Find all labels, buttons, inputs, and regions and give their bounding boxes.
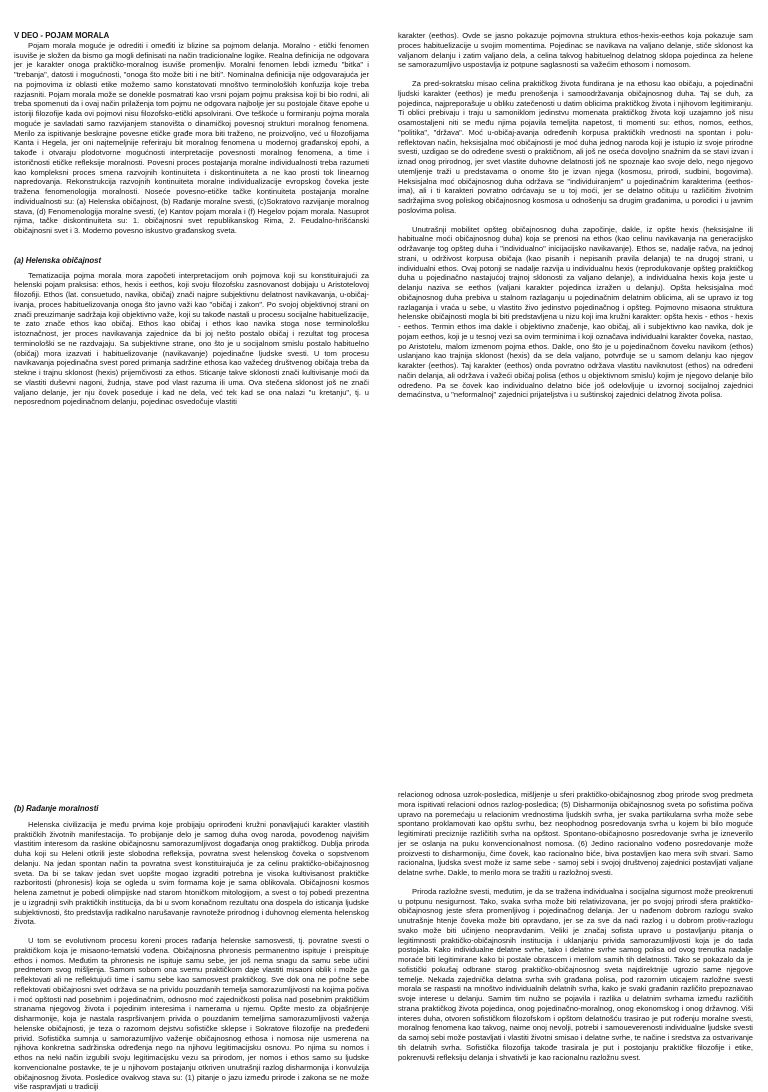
body-paragraph: karakter (eethos). Ovde se jasno pokazuje pojmovna struktura ethos-hexis-eethos koja pokazuje sam proces habituelizacije u svojim momentima. Pojedinac se navikava na valjano delanje, stiče sklonost ka valjanom delanju i zatim valjano dela, a celina takvog habituelnog delatnog sklopa pojedinca za helene se samorazumljivo uspostavlja iz potpune saglasnosti sa važećim ethosom i nomosom. xyxy=(398,31,753,70)
subheading-radjanje: (b) Rađanje moralnosti xyxy=(14,804,99,813)
column-top-right xyxy=(398,31,753,576)
subheading-helenska: (a) Helenska običajnost xyxy=(14,255,102,265)
section-title: V DEO - POJAM MORALA xyxy=(14,31,110,40)
column-top-left xyxy=(14,31,369,407)
body-paragraph: Helenska civilizacija je među prvima koje probijaju oprirođeni kružni ponavljajući karakter vlastitih praktičkih životnih manifestacija. To probijanje delo je samog duha ovog naroda, povođenog najvišim vlastitim interesom da raskine običajnosnu samorazumljivost događanja onog praktičkog. Dubljа priroda duha koji su Heleni otkrili jeste slobodna refleksija, povratna svest helenskog čoveka o sopstvenom delanju. Na jedan spontan način ta povratna svest konstituirajuća je za celinu praktičko-običajnosnog sveta. Da bi se takav jedan svet uopšte mogao izgraditi potrebna je visoka kultivisanost praktičke razboritosti (phronesis) koja se ogleda u svim formama koje je sama oblikovala. Običajnosni kosmos helena zametnut je pobedi olimpijske nad starom htoničkom mitologijom, a svest o toj pobedi prezentna je u izgradnji svih praktičkih institucija, da bi u svom konačnom rezultatu ona dospela do isticanja ljudske subjektivnosti, što predstavlja radikalno narušavanje ravnoteže prirodnog i duhovnog elementa helenskog života. xyxy=(14,819,369,927)
column-bottom-left xyxy=(14,804,369,1092)
body-paragraph: relacionog odnosa uzrok-posledica, mišljenje u sferi praktičko-običajnosnog zbog prirode svog predmeta mora ispitivati relacioni odnos razlog-posledica; (5) Disharmonija običajnosnog sveta po sofistima počiva upravo na poremećaju u relacionim vrednostima ljudskih svrha, jer svaka partikularna svrha može sebe spontano proklamovati kao opštu svrhu, bez neophodnog posredovanja svrha u kojem bi bilo moguće legitimirati preciznije različitih svrha na opštost. Spontano-običajnosno posredovanje svrha je izneverilo jer se oslanja na puku konvencionalnost nomosa. (6) Jedino racionalno vođeno posredovanje može proizvesti to disharmoniju, čime čovek, kao racionalno biće, biva postavljen kao mera svih stvari. Samo racionalna, ljudska svest može iz same sebe - samoj sebi i svojoj društvenoj zajednici postavljati valjane delatne svrhe. Dakle, to merilo mora se tražiti u razložnoj svesti. xyxy=(398,790,753,877)
body-paragraph: Unutrašnji mobilitet opšteg običajnosnog duha započinje, dakle, iz opšte hexis (heksisjalne ili habitualne moći običajnosnog duha) koja se prenosi na ethos (kao celinu navikavanja na generacijsko održavanje tog opšteg duha i "individualno" inicijacijsko navikavanje). Ethos se, nadalje račva, na jednoj strani, u održivost korpusa običaja (kao pisanih i nepisanih pravila delanja) te na drugoj strani, u individualni ethos. Ovaj potonji se nadalje razvija u individualnu hexis (reprodukovanje opšteg praktičkog duha u pojedinačno nastajućoj trajnoj sklonosti za valjano delanje), a individualna hexis koja jeste u delanju naziva se eethos (valjani karakter pojedinca izražen u delanju). Opšta heksisjalna moć običajnosnog duha prebiva u stalnom razlaganju u pojedinačnim delatnim oblicima, ali se upravo iz tog razlaganja i vraća u sebe, u vlastito živo jedinstvo pojedinačnog i opšteg. Pojmovno misaona struktura helenske običajnosti mogla bi biti predstavljena u nizu koji ima kružni karakter: opšta hexis - ethos - hexis - eethos. Termin ethos ima dakle i objektivno značenje, kao običaj, ali i subjektivno kao navika, dok je pojam eethos, koji je u tesnoj vezi sa ovim terminima i koji označava individualni karakter čoveka, nastao, po Aristotelu, malom izmenom pojma ethos. Dakle, ono što je u pojedinačnom čoveku navikom (ethos) uslanjano kao trajnija sklonost (hexis) da se dela valjano, potvrđuje se u samom delanju kao njegov karakter (eethos). Taj karakter (eethos) onda povratno održava vlastitu naviknutost (ethos) na određeni način delanja, ali održava i važeći običaj polisa (ethos u objektivnom smislu) kojim je njegovo delanje bilo određeno. Pa se čovek kao individualno delatno biće još odelovljuje u izvornoj socijalnoj zajednici demaćinstva, u "neformalnoj" zajednici prijateljstva i u suštinskoj zajednici delatnog života polisa. xyxy=(398,224,753,400)
body-paragraph: Priroda razložne svesti, međutim, je da se tražena individualna i socijalna sigurnost može preokrenuti u potpunu nesigurnost. Tako, svaka svrha može biti relativizovana, jer po svojoj prirodi sfera praktičko-običajnosnog jeste sfera promenljivog i pojedinačnog delanja. Jer u nađenom dobrom razlogu svako unutrašnje htenje čoveka može biti opravdano, jer se za sve da naći razlog i u dobrom protiv-razlogu svako može biti učinjeno neopravdanim. Veliki je značaj sofista upravo u postavljanju pitanja o legitimnosti praktičko-običajnosnih institucija i uklanjanju privida samorazumljivosti koja je do tada postojala. Kako individualne delatne svrhe, tako i delatne svrhe samog polisa od ovog trenutka nadalje moraće biti legitimirane kako bi postale obrascem i merilom samih tih delatnosti. Tako se pokazalo da je sofistički pokušaj odbrane starog praktičko-običajnosnog sveta najdirektnije ugrozio same njegove temelje. Nekada zajednička delatna svrha svih građana polisa, pod razornim uticajem razložne svesti morala se raspasti na mnoštvo individualnih delatnih svrha, kako je svaki građanin različito prepoznavao svoje interese u delanju. Samim tim nužno se pojavila i razlika u delatnim svrhama između različitih strana praktičkog života pojedinca, onog pojedinačno-moralnog, onog ekonomskog i onog državnog. Viši interes duha, otvoren sofističkom filozofskom i opštom delatnošću trasirao je put rođenju moralne svesti, moralnog fenomena kao takvog, naime onoj nevolji, potrebi i samoueverenosti individualne ljudske svesti da samoj sebi može postavljati i vlastiti životni smisao i delatne svrhe, te načine i sredstva za ostvarivanje tih delatnih svrha. Sofistička filozofija takođe trasirala je put i postojanju praktičke filozofije i etike, pokrenuvši refleksiju delanja i shvativši je kao racionalnu razložnu svest. xyxy=(398,886,753,1062)
column-bottom-right xyxy=(398,790,753,1062)
body-paragraph: U tom se evolutivnom procesu koreni proces rađanja helenske samosvesti, tj. povratne svesti o praktičkom koja je misaono-tematski vođena. Običajnosna phronesis permanentno ispituje i preispituje ethos i nomos. Međutim ta phronesis ne ispituje samu sebe, jer još nema snagu da samu sebe učini predmetom svog mišljenja. Samom sobom ona svemu praktičkom daje vlastiti misaoni oblik i može ga reflektovati ali ne reflektujući time i samu sebe kao samosvest praktičkog. Sve dok ona ne počne sebe reflektovati običajnosni svet održava se na privídu pouzdanih temelja samorazumljivosti na kojima počiva i moć opštosti nad posebnim i pojedinačnim, odnosno moć zajedničkosti polisa nad posebnim praktičkim stranama njegovog života i pojedinim interesima i namerama u njemu. Opšte mesto za objašnjenje disharmonije, koja je nastala raspršivanjem privida o pouzdanim temeljima samorazumljivosti važenja helenske običajnosti, je teza o razornom dejstvu sofističke sklepse i Sokratove filozofije na pređeđeni privid. Sofistička sumnja u samorazumljivo važenje običajnosnog ethosa i nomosa nije usmerena na njihova konkretna sadržinska određenja nego na njihovu legitimacijsku osnovu. Po njima su nomos i ethos na neki način izgubili svoju legitimacijsku vezu sa prirodom, jer nomos i ethos samo su ljudske konvencionalne postavke, te je u njihovom postajanju otkriven unutrašnji razlog disharmonija i konvulzija običajnosnog života. Posledice ovakvog stava su: (1) pitanje o jazu između prirode i zakona se ne može više raspravljati u tradiciji xyxy=(14,936,369,1092)
body-paragraph: Pojam morala moguće je odrediti i omeđiti iz blizine sa pojmom delanja. Moralno - etički fenomen isuviše je složen da bismo ga mogli definisati na način tradicionalne logike. Realna definicija ne odgovara jer je karakter onoga praktičko-moralnog isuviše promenljiv. Moralni fenomen lebdi između "bitka" i "trebanja", datosti i mogućnosti, "onoga što može biti i ne biti". Nominalna definicija nije odgovarajuća jer na pojmovima iz oblasti etike možemo samo konstatovati mnoštvo terminoloških konfuzija koje treba razjasniti. Pojam morala može se donekle posmatrati kao vrsni pojam pojmu praksisa koji bi bio rodni, ali treba spomenuti da i ovaj način prilaženja tom pojmu ne odgovara najbolje jer su postojale čitave epohe u istoriji filozofije kada ovi pojmovi nisu filozofsko-etički apsolvirani. Ove teškoće u formiranju pojma morala moguće je savladati samo razvijanjem stanovišta o dinamičkoj povesnoj strukturi moralnog fenomena. Merilo za ispitivanje beskrajne povesne etičke građe mora biti traženo, ne proizvoljno, već u filozofijama Kanta i Hegela, jer oni najtemeljnije referiraju bit moralnog fenomena u modernoj građanskoj epohi, a takođe i otvaraju plodotvorne mogućnosti interpretacije povesnosti moralnog fenomena, a time i istoričnosti etičke refleksije moralnosti. Povesni proces postajanja moralne individualnosti treba razumeti kao kompleksni proces smena razvojnih kontinuiteta i diskontinuiteta a ne kao prosti tok linearnog napredovanja. Rekonstrukcija razvojnih kontinuiteta moralne individualizacije evropskog čoveka jeste tražena fenomenologija moralnosti. Noseće povesno-etičke tačke kontinuiteta postajanja moralne individualnosti su: (a) Helenska običajnost, (b) Rađanje moralne svesti, (c)Sokratovo razvijanje moralnog stava, (d) Fenomenologija moralne svesti, (e) Kantov pojam morala i (f) Hegelov pojam morala. Nasuprot njima, tačke diskontinuiteta su: 1. običajnosni svet republikanskog Rima, 2. Feudalno-hrišćanski običajnosni svet i 3. Moderno povesno iskustvo građanskog sveta. xyxy=(14,40,369,235)
body-paragraph: Tematizacija pojma morala mora započeti interpretacijom onih pojmova koji su konstituirajući za helenski pojam praksisa: ethos, hexis i eethos, koji svoju filozofsku zasnovanost dobijaju u Aristotelovoj filozofiji. Ethos (lat. consuetudo, navika, običaj) znači najpre subjektivnu delatnost navikavanja, u-običaj-ivanja, proces habituelizovanja onoga što javno važi kao "običaj i zakon". Po svojoj objektivnoj strani on znači preuzimanje sadržaja koji objektivno važe, koji su takođe nastali u procesu socijalne habituelizacije, te zato znače ethos kao običaj. Ethos kao običaj i ethos kao navika stoga nose terminološku istoznačnost, jer proces navikavanja zajednice da bi joj nešto postalo običaj i rezultat tog procesa terminološki se ne razdvajaju. Sa subjektivne strane, ono što je u socijalnom smislu postalo habituelno (običaj) mora izazvati i habituelizovanje (navikavanje) pojedinačne ljudske svesti. U tom procesu navikavanja pojedinačna svest pored primanja sadržine ethosa kao važećeg društvenog običaja treba da stekne i trajnu sklonost (hexis) prijemčivosti za ethos. Sticanje takve sklonosti znači kultivisanje moći da se vlastiti duševni nagoni, žudnja, stave pod vlast razuma ili uma. Ova stečena sklonost još ne znači valjano delanje, jer nju čovek poseduje i kad ne dela, već tek kad se ona nalazi "u kretanju", tj. u neposrednom pojedinačnom delanju, pojedinac osvedočuje vlastiti xyxy=(14,270,369,407)
body-paragraph: Za pred-sokratsku misao celina praktičkog života fundirana je na ethosu kao običaju, a pojedinačni ljudski karakter (eethos) je među prenošenja i samoodržavanja običajnosnog duha. Taj se duh, za pojedinca, najpreporašuje u obliku zatečenosti u datim oblicima praktičkog života i njihovom legitimiranju. Ti oblici prebivaju i traju u samoniklom jedinstvu momenata praktičkog života koji uzajamno još nisu osamostaljeni niti se među njima pojavila temeljita napetost, ti momenti su: ethos, nomos, eethos, "politika", "država". Moć u-običaj-avanja određenih korpusa praktičkih vrednosti na spontan i polu-reflektovan način, heksisjalna moć običajnosti je moć duha jednog naroda koji je istupio iz svoje prirodne svesti, uzdigao se do određene svesti o praktičnom, ali još ne oseća dovoljno snažnim da se stavi izvan i iznad onog prirodnog, jer svet vlastite duhovne delatnosti još ne spoznaje kao svoje delo, nego njegovo utemljenje traži u predstavama o onome što je izvan njega (kosmosu, prirodi, sudbini, bogovima). Heksisjalna moć običajnosnog duha održava se "individuiranjem" u pojedinačnim karakterima (eethos-ima), ali i ti karakteri povratno odrćavaju se u toj moći, jer se delatno očituju u različitim životnim sadržajima svog poliskog običajnosnog kosmosa u odnošenju sa drugim građanima, u porodici i u javnim poslovima polisa. xyxy=(398,79,753,215)
